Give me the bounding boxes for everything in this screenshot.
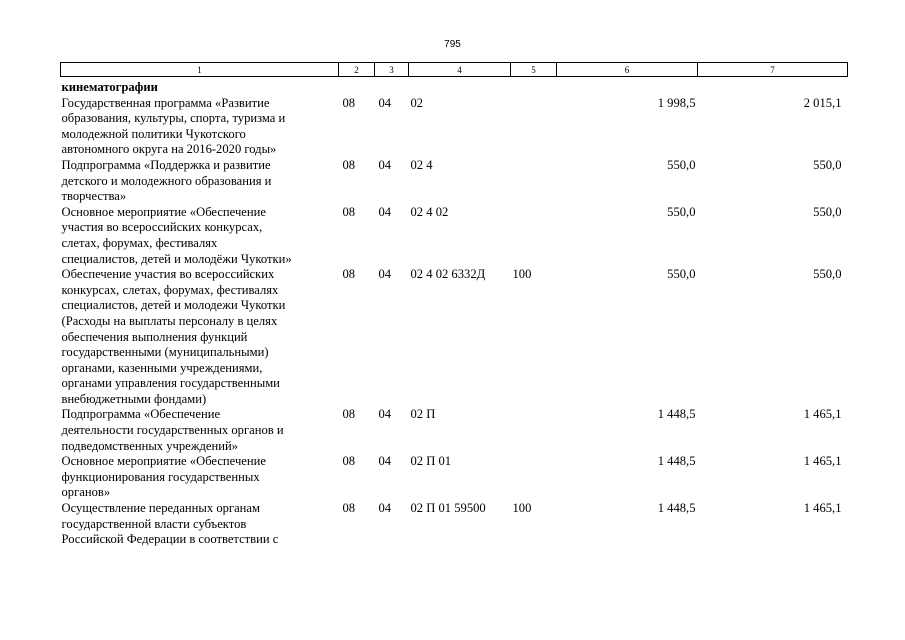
- row-section-code: 08: [342, 95, 356, 110]
- row-expense-type: [511, 205, 557, 267]
- row-name-line: Осуществление переданных органам: [61, 501, 260, 516]
- table-row: [61, 267, 848, 407]
- row-name: [61, 158, 339, 205]
- column-header: 4: [409, 63, 511, 77]
- row-amount-year2: 550,0: [813, 267, 842, 282]
- row-section-code: 08: [342, 157, 356, 172]
- budget-table: [60, 62, 848, 548]
- row-target-article: 02 П: [410, 407, 436, 422]
- row-name-line: детского и молодежного образования и: [61, 173, 272, 188]
- row-section-code: 08: [342, 407, 356, 422]
- column-header: 6: [557, 63, 698, 77]
- row-section-code: 08: [342, 501, 356, 516]
- row-section-code: 08: [342, 454, 356, 469]
- row-name-line: государственной власти субъектов: [61, 516, 247, 531]
- row-name-line: Обеспечение участия во всероссийских: [61, 267, 275, 282]
- page-number: 795: [444, 39, 461, 50]
- row-name-line: участия во всероссийских конкурсах,: [61, 220, 263, 235]
- row-name: [61, 96, 339, 158]
- row-name-line: государственными (муниципальными): [61, 345, 269, 360]
- table-row: [61, 96, 848, 158]
- row-name-line: Основное мероприятие «Обеспечение: [61, 204, 266, 219]
- row-target-article: 02 П 01: [410, 454, 452, 469]
- row-name-line: специалистов, детей и молодежи Чукотки: [61, 298, 286, 313]
- row-name: [61, 205, 339, 267]
- table-row: [61, 501, 848, 548]
- column-header: 2: [339, 63, 375, 77]
- row-target-article: 02 4: [410, 157, 433, 172]
- row-expense-type: [511, 454, 557, 501]
- row-section-code: 08: [342, 267, 356, 282]
- row-name-line: функционирования государственных: [61, 469, 260, 484]
- row-target-article: 02: [410, 95, 424, 110]
- row-name-line: Российской Федерации в соответствии с: [61, 532, 279, 547]
- table-row: [61, 454, 848, 501]
- row-target-article: 02 П 01 59500: [410, 501, 486, 516]
- row-expense-type: [511, 407, 557, 454]
- row-name-line: внебюджетными фондами): [61, 391, 207, 406]
- row-amount-year1: 1 448,5: [657, 454, 696, 469]
- row-target-article: 02 4 02 6332Д: [410, 267, 486, 282]
- row-name-line: творчества»: [61, 189, 127, 204]
- table-row: [61, 205, 848, 267]
- row-name-line: слетах, форумах, фестивалях: [61, 235, 218, 250]
- column-header: 5: [511, 63, 557, 77]
- section-label: кинематографии: [61, 80, 158, 94]
- row-amount-year1: 550,0: [667, 204, 696, 219]
- column-header: 7: [698, 63, 848, 77]
- row-name: [61, 454, 339, 501]
- row-subsection-code: 04: [378, 267, 392, 282]
- row-subsection-code: 04: [378, 407, 392, 422]
- row-name-line: образования, культуры, спорта, туризма и: [61, 111, 286, 126]
- row-amount-year2: 2 015,1: [803, 95, 842, 110]
- row-name-line: Основное мероприятие «Обеспечение: [61, 454, 266, 469]
- row-expense-type: [511, 96, 557, 158]
- row-name-line: автономного округа на 2016-2020 годы»: [61, 142, 277, 157]
- row-amount-year1: 1 448,5: [657, 407, 696, 422]
- row-section-code: 08: [342, 204, 356, 219]
- row-subsection-code: 04: [378, 204, 392, 219]
- row-name-line: специалистов, детей и молодёжи Чукотки»: [61, 251, 292, 266]
- table-row: [61, 158, 848, 205]
- column-header: 1: [61, 63, 339, 77]
- section-label-row: [61, 77, 848, 96]
- row-amount-year2: 1 465,1: [803, 501, 842, 516]
- row-name: [61, 267, 339, 407]
- row-amount-year2: 1 465,1: [803, 407, 842, 422]
- row-name-line: органами, казенными учреждениями,: [61, 360, 263, 375]
- row-name: [61, 501, 339, 548]
- row-name-line: Подпрограмма «Поддержка и развитие: [61, 157, 271, 172]
- row-amount-year2: 550,0: [813, 204, 842, 219]
- row-subsection-code: 04: [378, 95, 392, 110]
- row-expense-type: [511, 158, 557, 205]
- table-row: [61, 407, 848, 454]
- row-name-line: Государственная программа «Развитие: [61, 95, 270, 110]
- row-name-line: Подпрограмма «Обеспечение: [61, 407, 221, 422]
- row-name-line: органов»: [61, 485, 111, 500]
- row-expense-type: 100: [512, 267, 532, 282]
- row-subsection-code: 04: [378, 157, 392, 172]
- row-subsection-code: 04: [378, 501, 392, 516]
- row-subsection-code: 04: [378, 454, 392, 469]
- column-number-row: [61, 63, 848, 77]
- row-name-line: органами управления государственными: [61, 376, 280, 391]
- row-amount-year1: 550,0: [667, 157, 696, 172]
- row-name-line: конкурсах, слетах, форумах, фестивалях: [61, 282, 279, 297]
- row-expense-type: 100: [512, 501, 532, 516]
- row-amount-year1: 550,0: [667, 267, 696, 282]
- row-amount-year1: 1 448,5: [657, 501, 696, 516]
- row-name-line: деятельности государственных органов и: [61, 423, 284, 438]
- row-name-line: обеспечения выполнения функций: [61, 329, 248, 344]
- row-name-line: (Расходы на выплаты персоналу в целях: [61, 313, 278, 328]
- row-amount-year1: 1 998,5: [657, 95, 696, 110]
- row-name: [61, 407, 339, 454]
- row-amount-year2: 550,0: [813, 157, 842, 172]
- row-target-article: 02 4 02: [410, 204, 449, 219]
- row-name-line: молодежной политики Чукотского: [61, 126, 246, 141]
- column-header: 3: [375, 63, 409, 77]
- row-amount-year2: 1 465,1: [803, 454, 842, 469]
- row-name-line: подведомственных учреждений»: [61, 438, 238, 453]
